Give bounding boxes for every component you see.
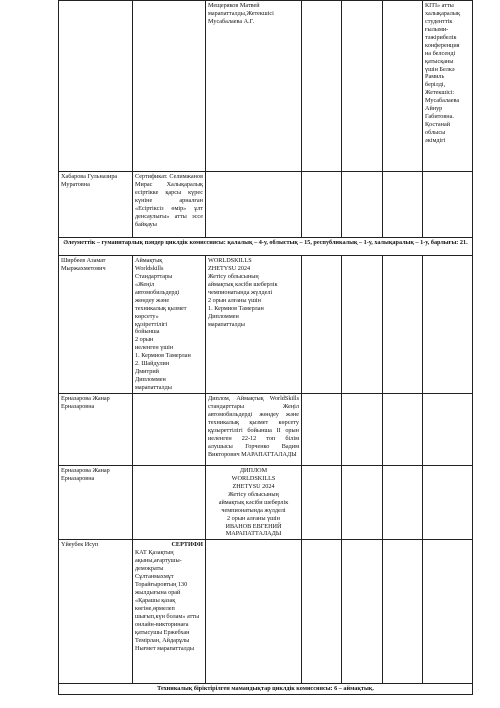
international-level-cell: [342, 540, 383, 684]
teacher-name-cell: Ерназарова Жанар Ерназаровна: [59, 465, 133, 539]
international-award-cell: [423, 540, 473, 684]
table-row: [59, 1, 473, 172]
city-level-cell: [133, 465, 206, 539]
international-award-cell: [423, 465, 473, 539]
extra-level-cell: [383, 393, 423, 465]
table-row: [59, 172, 473, 238]
teacher-name-cell: Үйеубек Исуп: [59, 540, 133, 684]
certificate-title: СЕРТИФИ: [171, 541, 203, 549]
section-header-row: [59, 684, 473, 695]
regional-level-cell: Мещеряков Матвей марапатталды,Жетекшісі Мусабалаева А.Г.: [206, 1, 302, 172]
international-level-cell: [342, 172, 383, 238]
section-title: Техникалық біріктірілген мамандықтар циклдік комиссиясы: 6 – аймақтық.: [59, 684, 473, 695]
international-level-cell: [342, 1, 383, 172]
international-award-cell: [423, 172, 473, 238]
city-level-cell: [133, 1, 206, 172]
regional-level-cell: Диплом, Аймақтық WorldSkills стандарттары Жеңіл автомобильдерді жөндеу және техникалық қызмет көрсету құзыреттілігі бойынша II орын иеленген 22-12 топ білім алушысы Горченко Вадим Викторович МАРАПАТТАЛАДЫ: [206, 393, 302, 465]
regional-level-cell: WORLDSKILLS ZHETYSU 2024 Жетісу облысының аймақтық кәсіби шеберлік чемпионатында жүлделі 2 орын алғаны үшін 1. Кермиов Тамерлан Дипломмен марапатталды: [206, 256, 302, 394]
extra-level-cell: [383, 465, 423, 539]
extra-level-cell: [383, 172, 423, 238]
international-award-cell: КІТІ» атты халықаралық студенттік ғылыми- тәжірибелік конференция на белсенді қатысқаны үшін Белкә Рамиль берілді, Жетекшісі: Мусабалаева Айнур Габитовна. Қостанай облысы әкімдігі: [423, 1, 473, 172]
awards-table: [58, 0, 473, 695]
teacher-name-cell: [59, 1, 133, 172]
extra-level-cell: [383, 540, 423, 684]
table-row: [59, 465, 473, 539]
international-level-cell: [342, 465, 383, 539]
extra-level-cell: [383, 256, 423, 394]
international-level-cell: [342, 256, 383, 394]
regional-level-cell: ДИПЛОМ WORLDSKILLS ZHETYSU 2024 Жетісу облысының аймақтық кәсіби шеберлік чемпионатында жүлделі 2 орын алғаны үшін ИВАНОВ ЕВГЕНИЙ МАРАПАТТАЛАДЫ: [206, 465, 302, 539]
table-row: [59, 393, 473, 465]
republican-level-cell: [302, 172, 342, 238]
certificate-text: КАТ Қазақтың ақыны,ағартушы-демократы Сұлтанмахмұт Торайғыровтың 130 жылдығына орай «Қарашы қазақ көгіне,өрмелеп шығып,күн болам» атты онлайн-викторинаға қатысушы Ержебхан Темірлан, Айдарұлы Нығмет марапатталды: [135, 549, 200, 652]
city-level-cell: Сертификат. Селимжанов Мирас Халықаралық есіртікке қарсы күрес күніне арналған «Есіртіксіз өмір» ұлт денсаулығы» атты эссе байқауы: [133, 172, 206, 238]
republican-level-cell: [302, 1, 342, 172]
city-level-cell: Аймақтық Worldskills Стандарттары «Жеңіл автомобильдерді жөндеу және техникалық қызмет көрсету» құзіреттілігі бойынша 2 орын иеленген үшін 1. Кермиов Тамерлан 2. Шайдулин Дмитрий Дипломмен марапатталды: [133, 256, 206, 394]
section-title: Әлеуметтік – гуманитарлық пәндер циклдік комиссиясы: қалалық – 4-у, облыстық – 15, республикалық – 1-у, халықаралық – 1-у, барлығы: 21.: [59, 238, 473, 256]
republican-level-cell: [302, 256, 342, 394]
regional-level-cell: [206, 172, 302, 238]
table-row: [59, 540, 473, 684]
city-level-cell: [133, 540, 206, 684]
international-level-cell: [342, 393, 383, 465]
teacher-name-cell: Хабарова Гульназира Муратовна: [59, 172, 133, 238]
teacher-name-cell: Ширбеев Азамат Мыржахметович: [59, 256, 133, 394]
city-level-cell: [133, 393, 206, 465]
extra-level-cell: [383, 1, 423, 172]
republican-level-cell: [302, 465, 342, 539]
international-award-cell: [423, 256, 473, 394]
international-award-cell: [423, 393, 473, 465]
regional-level-cell: [206, 540, 302, 684]
section-header-row: [59, 238, 473, 256]
teacher-name-cell: Ерназарова Жанар Ерназаровна: [59, 393, 133, 465]
table-row: [59, 256, 473, 394]
republican-level-cell: [302, 393, 342, 465]
republican-level-cell: [302, 540, 342, 684]
